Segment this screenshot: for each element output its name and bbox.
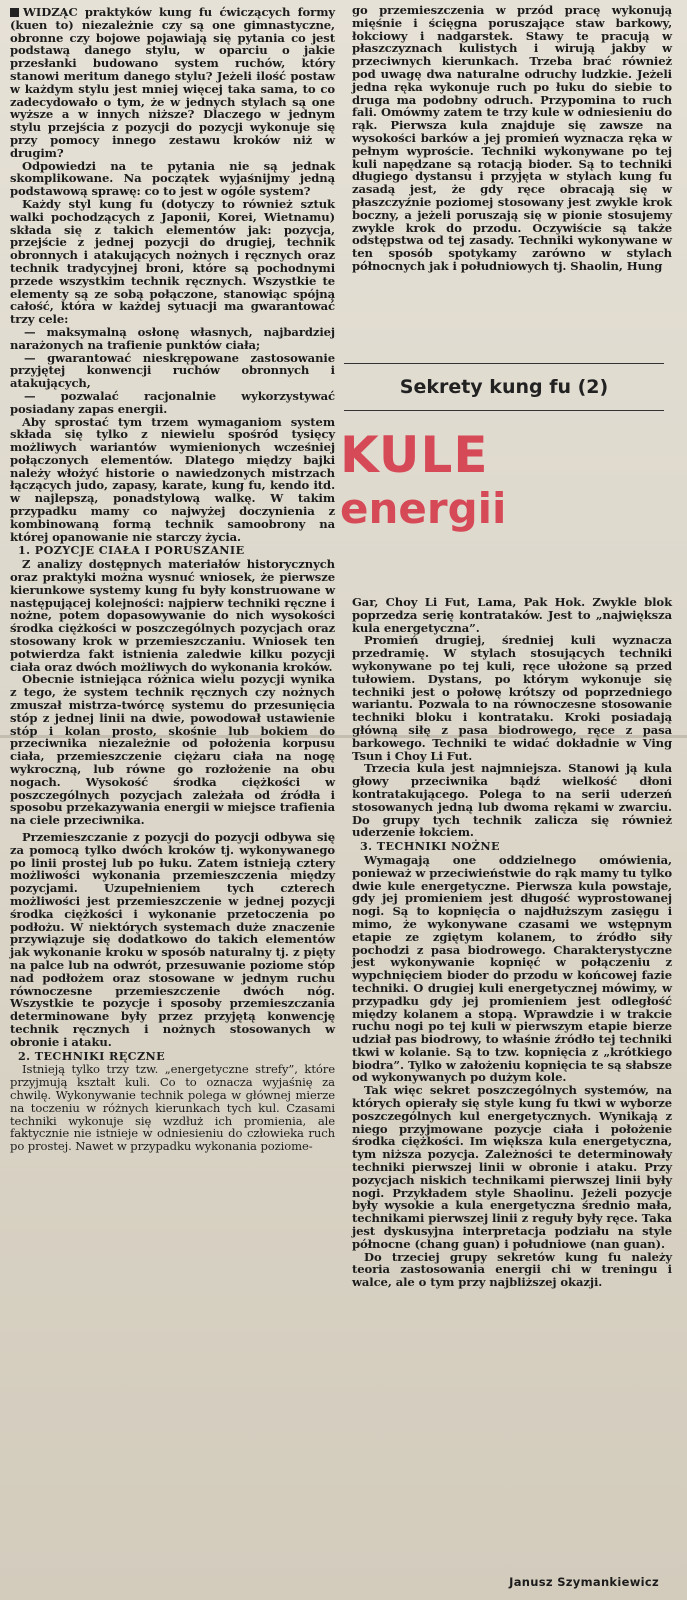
lead-paragraph [10, 6, 335, 160]
paragraph: Promień drugiej, średniej kuli wyznacza przedramię. W stylach stosujących techniki wykonywane po tej kuli, ręce ułożone są przed tułowiem. Dystans, po którym wykonuje się techniki jest o połowę krótszy od poprzedniego wariantu. Pozwala to na równoczesne stosowanie techniki bloku i kontrataku. Kroki posiadają główną siłę z pasa biodrowego, ręce z pasa barkowego. Techniki te widać dokładnie w Ving Tsun i Choy Li Fut. [352, 633, 672, 763]
paragraph: Tak więc sekret poszczególnych systemów, na których opierały się style kung fu tkwi w wyborze poszczególnych kul energetycznych. Wynikają z niego przyjmowane pozycje ciała i położenie środka ciężkości. Im większa kula energetyczna, tym niższa pozycja. Zależności te determinowały techniki pierwszej linii w obronie i ataku. Przy pozycjach niskich technikami pierwszej linii były nogi. Przykładem style Shaolinu. Jeżeli pozycje były wysokie a kula energetyczna średnio mała, technikami pierwszej linii z reguły były ręce. Taka jest dyskusyjna interpretacja podziału na style północne (chang guan) i południowe (nan guan). [352, 1083, 672, 1251]
paragraph: Trzecia kula jest najmniejsza. Stanowi ją kula głowy przeciwnika bądź wielkość dłoni kontratakującego. Polega to na serii uderzeń stosowanych jedną lub dwoma rękami w zwarciu. Do grupy tych technik zalicza się również uderzenie łokciem. [352, 761, 672, 840]
headline-line-2: energii [340, 484, 507, 533]
list-item: — pozwalać racjonalnie wykorzystywać posiadany zapas energii. [10, 388, 335, 416]
series-label: Sekrety kung fu (2) [344, 363, 664, 411]
right-column-top [352, 4, 672, 273]
square-bullet-icon [10, 8, 19, 17]
left-column [10, 6, 335, 1153]
section-heading: 2. TECHNIKI RĘCZNE [18, 1048, 166, 1063]
headline-line-1: KULE [340, 426, 489, 484]
paragraph: Z analizy dostępnych materiałów historycznych oraz praktyki można wysnuć wniosek, że pierwsze kierunkowe systemy kung fu były konstruowane w następującej kolejności: najpierw techniki ręczne i nożne, potem dopasowywanie do nich wysokości środka ciężkości w poszczególnych pozycjach oraz stosowany krok w przemieszczaniu. Wniosek ten potwierdza fakt istnienia zaledwie kilku pozycji ciała oraz dwóch możliwych do wykonania kroków. [10, 557, 335, 674]
right-column-bottom [352, 596, 672, 1289]
paragraph: Przemieszczanie z pozycji do pozycji odbywa się za pomocą tylko dwóch kroków tj. wykonywanego po linii prostej lub po łuku. Zatem istnieją cztery możliwości wykonania przemieszczenia między pozycjami. Uzupełnieniem tych czterech możliwości jest przemieszczenie w jednej pozycji środka ciężkości i wykonanie przetoczenia po podłożu. W niektórych systemach duże znaczenie przywiązuje się dodatkowo do takich elementów jak wykonanie kroku w sposób naturalny tj. z pięty na palce lub na odwrót, przesuwanie poziome stóp nad podłożem oraz stosowane w jednym ruchu równoczesne przemieszczenie dwóch nóg. Wszystkie te pozycje i sposoby przemieszczania determinowane były przez przyjętą konwencję technik ręcznych i nożnych stosowanych w obronie i ataku. [10, 830, 335, 1049]
paragraph: Odpowiedzi na te pytania nie są jednak skomplikowane. Na początek wyjaśnijmy jedną podstawową sprawę: co to jest w ogóle system? [10, 158, 335, 199]
author-signature: Janusz Szymankiewicz [509, 1575, 659, 1589]
lead-text: WIDZĄC praktyków kung fu ćwiczących formy (kuen to) niezależnie czy są one gimnastyczne, obronne czy bojowe pojawiają się pytania co jest podstawą danego stylu, w oparciu o jakie przesłanki budowano system ruchów, który stanowi meritum danego stylu? Jeżeli ilość postaw w każdym stylu jest mniej więcej taka sama, to co zadecydowało o tym, że w jednych stylach są one wyższe a w innych niższe? Dlaczego w jednym stylu przejścia z pozycji do pozycji wykonuje się przy pomocy innego zestawu kroków niż w drugim? [10, 5, 335, 160]
paragraph: go przemieszczenia w przód pracę wykonują mięśnie i ścięgna poruszające staw barkowy, łokciowy i nadgarstek. Stawy te pracują w płaszczyznach kulistych i wirują jakby w przeciwnych kierunkach. Trzeba brać również pod uwagę dwa naturalne odruchy ludzkie. Jeżeli jedna ręka wykonuje ruch po łuku do siebie to druga ma podobny odruch. Przypomina to ruch fali. Omówmy zatem te trzy kule w odniesieniu do rąk. Pierwsza kula znajduje się zawsze na wysokości barków a jej promień wyznacza ręka w pełnym wyproście. Techniki wykonywane po tej kuli napędzane są rotacją bioder. Są to techniki długiego dystansu i przyjęta w stylach kung fu zasadą jest, że gdy ręce obracają się w płaszczyźnie poziomej stosowany jest zwykle krok boczny, a jeżeli poruszają się w pionie stosujemy zwykle krok do przodu. Oczywiście są także odstępstwa od tej zasady. Techniki wykonywane w ten sposób spotykamy zarówno w stylach północnych jak i południowych tj. Shaolin, Hung [352, 3, 672, 273]
goal-list [10, 326, 335, 416]
list-item: — maksymalną osłonę własnych, najbardziej narażonych na trafienie punktów ciała; [10, 324, 335, 352]
paragraph: Wymagają one oddzielnego omówienia, ponieważ w przeciwieństwie do rąk mamy tu tylko dwie kule energetyczne. Pierwsza kula powstaje, gdy jej promieniem jest długość wyprostowanej nogi. Są to kopnięcia o najdłuższym zasięgu i mimo, że wykonywane czasami we wstępnym etapie ze zgiętym kolanem, to źródło siły pochodzi z pasa biodrowego. Charakterystyczne jest wykonywanie kopnięć w połączeniu z wypchnięciem bioder do przodu w końcowej fazie techniki. O drugiej kuli energetycznej mówimy, w przypadku gdy jej promieniem jest odległość między kolanem a stopą. Wprawdzie i w trakcie ruchu nogi po tej kuli w pierwszym etapie bierze udział pas biodrowy, to właśnie źródło tej techniki tkwi w kolanie. Są to tzw. kopnięcia z „krótkiego biodra”. Tylko w założeniu kopnięcia te są słabsze od wykonywanych po dużym kole. [352, 852, 672, 1085]
paragraph: Każdy styl kung fu (dotyczy to również sztuk walki pochodzących z Japonii, Korei, Wietnamu) składa się z takich elementów jak: pozycja, przejście z jednej pozycji do drugiej, technik obronnych i atakujących nożnych i ręcznych oraz technik tradycyjnej broni, które są pochodnymi przede wszystkim technik ręcznych. Wszystkie te elementy są ze sobą połączone, stanowiąc spójną całość, która w każdej sytuacji ma gwarantować trzy cele: [10, 196, 335, 327]
paragraph: Gar, Choy Li Fut, Lama, Pak Hok. Zwykle blok poprzedza serię kontrataków. Jest to „największa kula energetyczna”. [352, 595, 672, 635]
paragraph: Do trzeciej grupy sekretów kung fu należy teoria zastosowania energii chi w treningu i walce, ale o tym przy najbliższej okazji. [352, 1249, 672, 1290]
list-item: — gwarantować nieskrępowane zastosowanie przyjętej konwencji ruchów obronnych i atakujących, [10, 350, 335, 391]
paragraph: Obecnie istniejąca różnica wielu pozycji wynika z tego, że system technik ręcznych czy nożnych zmuszał mistrza-twórcę systemu do przesunięcia stóp z jednej linii na dwie, powodował ustawienie stóp i kolan prosto, skośnie lub bokiem do przeciwnika niezależnie od położenia korpusu ciała, przemieszczenie ciężaru ciała na nogę wykroczną, lub równe go rozłożenie na obu nogach. Wysokość środka ciężkości w poszczególnych pozycjach zależała od źródła i sposobu przekazywania energii w miejsce trafienia na ciele przeciwnika. [10, 672, 335, 828]
section-heading: 1. POZYCJE CIAŁA I PORUSZANIE [18, 543, 245, 558]
paragraph: Aby sprostać tym trzem wymaganiom system składa się tylko z niewielu spośród tysięcy możliwych wariantów wymienionych wcześniej połączonych elementów. Dlatego między bajki należy włożyć historie o nawiedzonych mistrzach łączących judo, zapasy, karate, kung fu, kendo itd. w najlepszą, ponadstylową walkę. W takim przypadku mamy co najwyżej doczynienia z kombinowaną formą technik samoobrony na której opanowanie nie starczy życia. [10, 414, 335, 544]
section-heading: 3. TECHNIKI NOŻNE [360, 839, 500, 854]
paragraph: Istnieją tylko trzy tzw. „energetyczne strefy”, które przyjmują kształt kuli. Co to oznacza wyjaśnię za chwilę. Wykonywanie technik polega w głównej mierze na toczeniu w różnych kierunkach tych kul. Czasami techniki wykonuje się wzdłuż ich promienia, ale faktycznie nie istnieje w odniesieniu do człowieka ruch po prostej. Nawet w przypadku wykonania poziome- [10, 1062, 335, 1154]
headline [340, 426, 590, 533]
